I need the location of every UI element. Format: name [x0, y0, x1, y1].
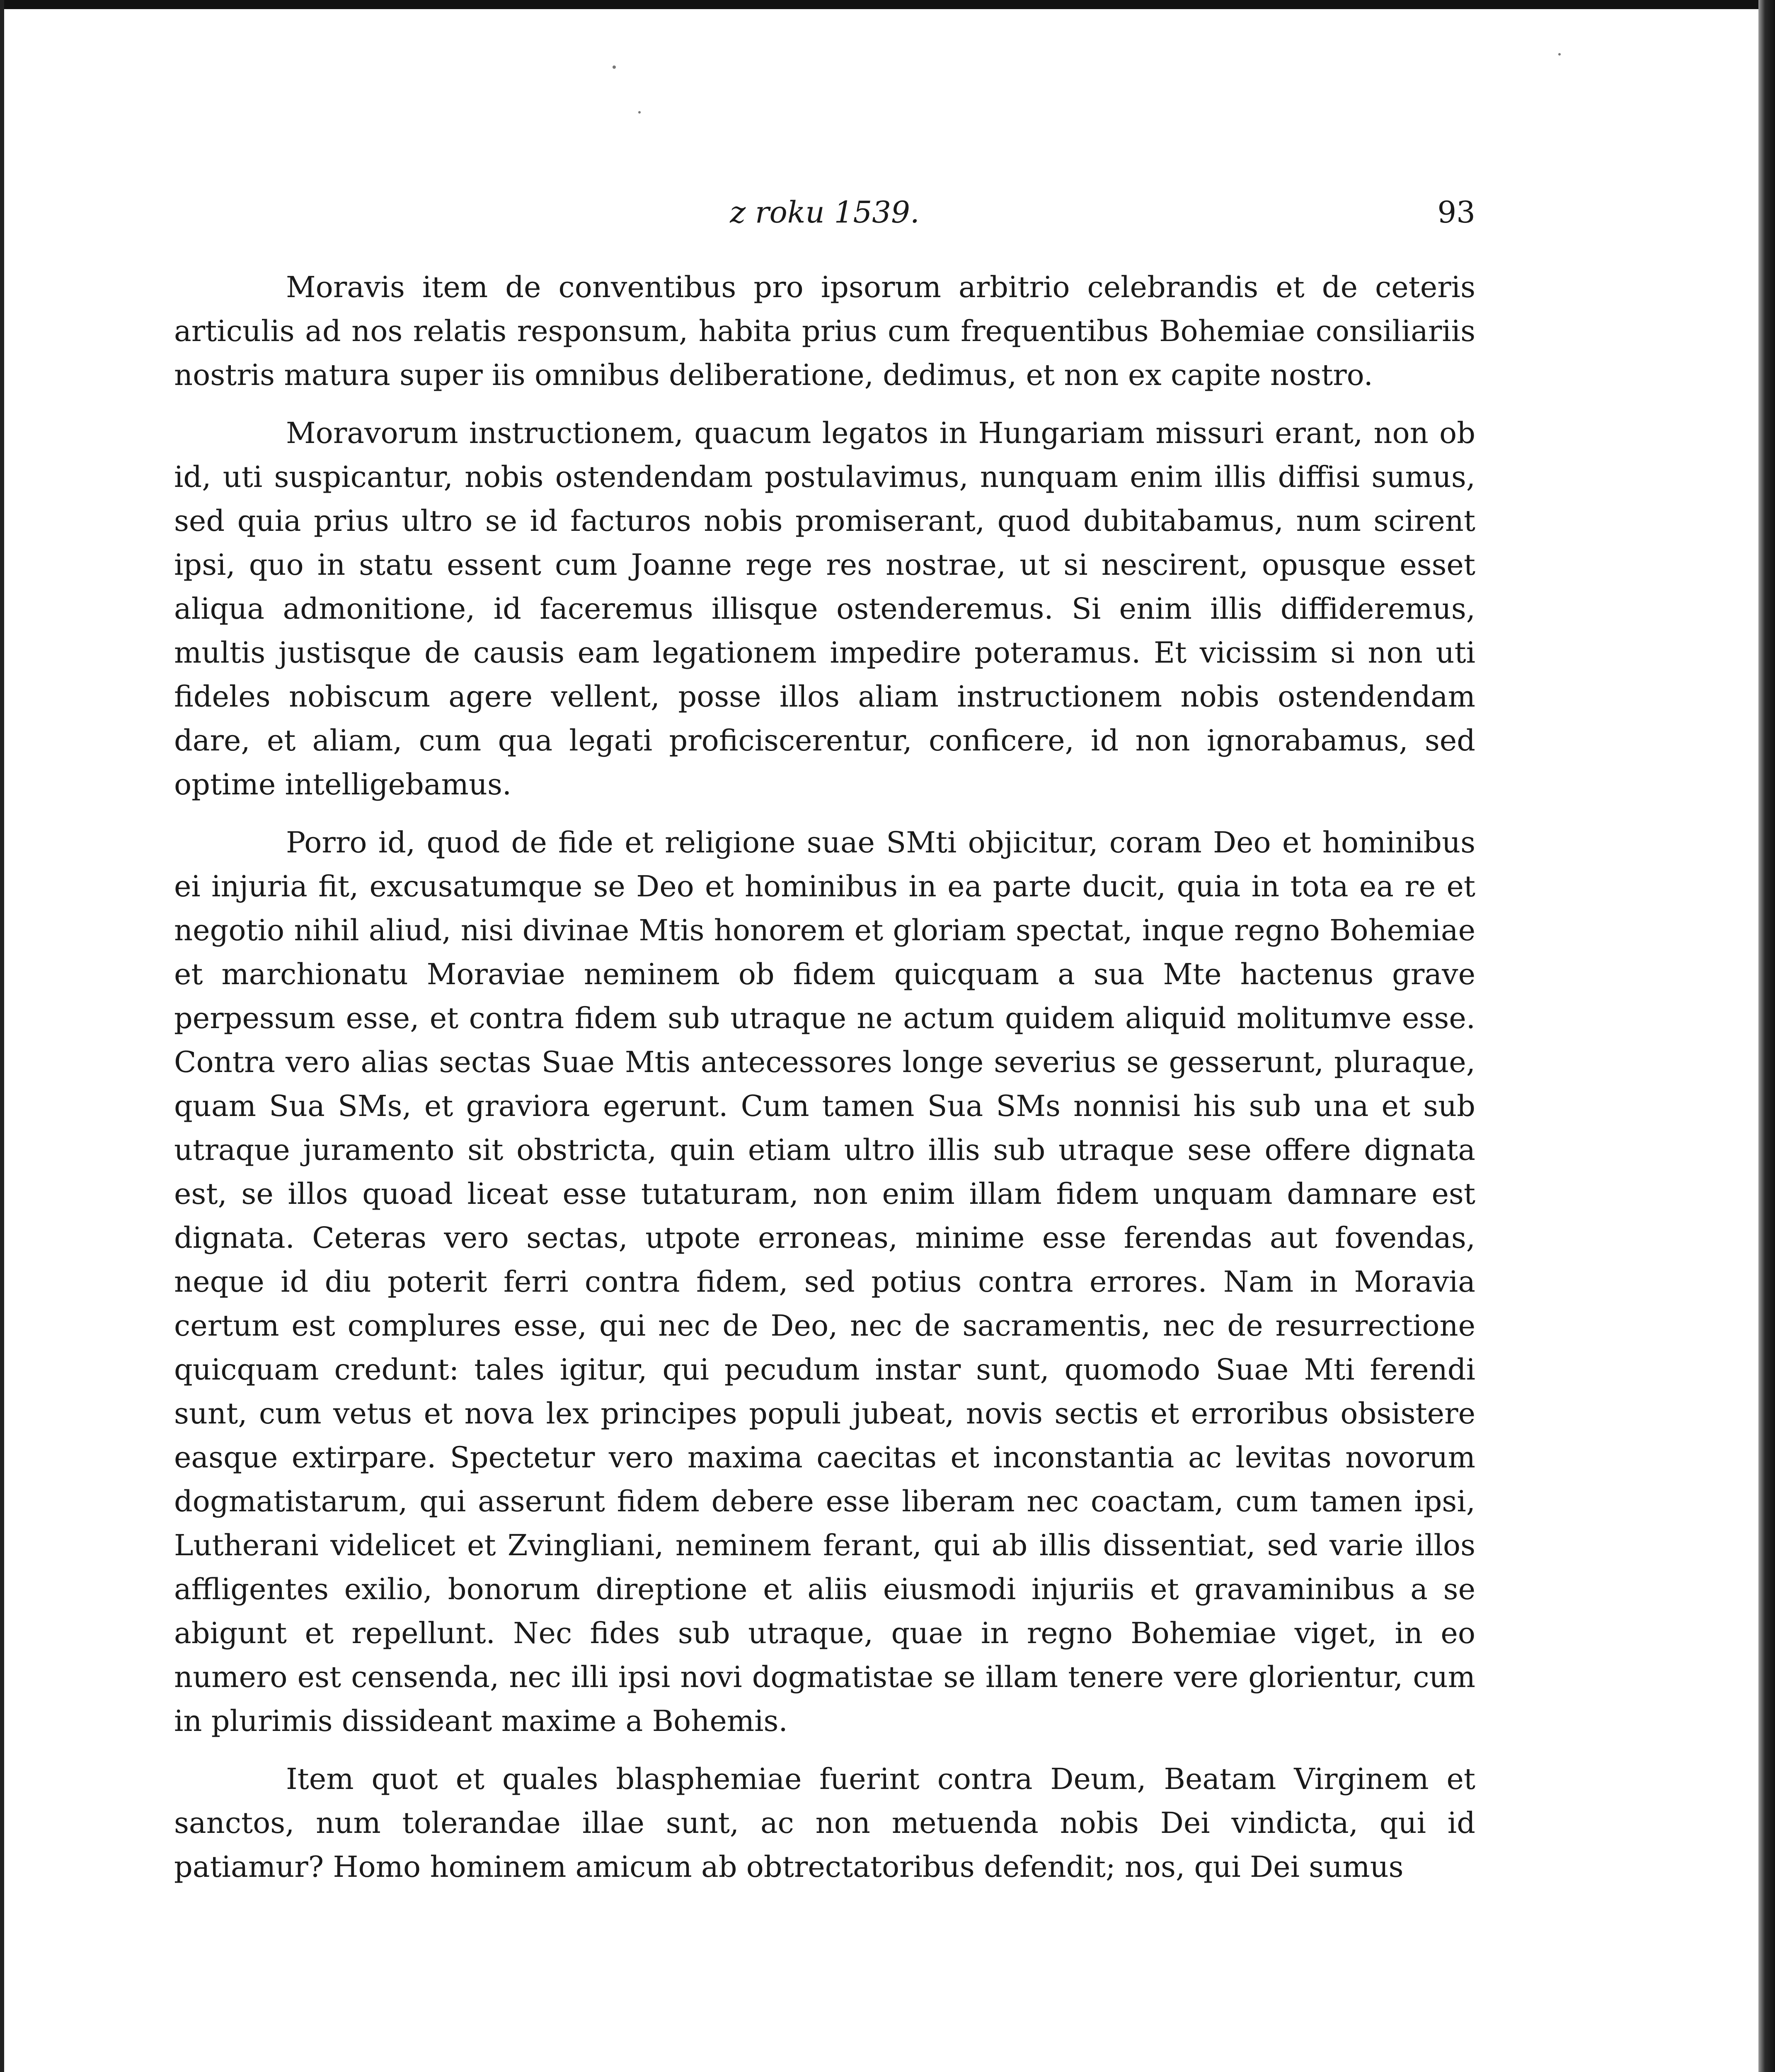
- paragraph: Item quot et quales blasphemiae fuerint contra Deum, Beatam Virginem et sanctos, num tolerandae illae sunt, ac non metuenda nobis Dei vindicta, qui id patiamur? Homo hominem amicum ab obtrectatoribus defendit; nos, qui Dei sumus: [174, 1762, 1475, 1884]
- scan-speck: [613, 65, 616, 69]
- running-title: z roku 1539.: [730, 195, 920, 230]
- paragraph: Moravorum instructionem, quacum legatos in Hungariam missuri erant, non ob id, uti suspicantur, nobis ostendendam postulavimus, nunquam enim illis diffisi sumus, sed quia prius ultro se id facturos nobis promiserant, quod dubitabamus, num scirent ipsi, quo in statu essent cum Joanne rege res nostrae, ut si nescirent, opusque esset aliqua admonitione, id faceremus illisque ostenderemus. Si enim illis diffideremus, multis justisque de causis eam legationem impedire poteramus. Et vicissim si non uti fideles nobiscum agere vellent, posse illos aliam instructionem nobis ostendendam dare, et aliam, cum qua legati proficiscerentur, conficere, id non ignorabamus, sed optime intelligebamus.: [174, 416, 1475, 801]
- scan-border-top: [0, 0, 1775, 9]
- scan-border-left: [0, 0, 4, 2072]
- scan-speck: [638, 111, 641, 114]
- page-number: 93: [1437, 195, 1475, 230]
- paragraph: Porro id, quod de fide et religione suae SMti objicitur, coram Deo et hominibus ei injuria fit, excusatumque se Deo et hominibus in ea parte ducit, quia in tota ea re et negotio nihil aliud, nisi divinae Mtis honorem et gloriam spectat, inque regno Bohemiae et marchionatu Moraviae neminem ob fidem quicquam a sua Mte hactenus grave perpessum esse, et contra fidem sub utraque ne actum quidem aliquid molitumve esse. Contra vero alias sectas Suae Mtis antecessores longe severius se gesserunt, pluraque, quam Sua SMs, et graviora egerunt. Cum tamen Sua SMs nonnisi his sub una et sub utraque juramento sit obstricta, quin etiam ultro illis sub utraque sese offere dignata est, se illos quoad liceat esse tutaturam, non enim illam fidem unquam damnare est dignata. Ceteras vero sectas, utpote erroneas, minime esse ferendas aut fovendas, neque id diu poterit ferri contra fidem, sed potius contra errores. Nam in Moravia certum est complures esse, qui nec de Deo, nec de sacramentis, nec de resurrectione quicquam credunt: tales igitur, qui pecudum instar sunt, quomodo Suae Mti ferendi sunt, cum vetus et nova lex principes populi jubeat, novis sectis et erroribus obsistere easque extirpare. Spectetur vero maxima caecitas et inconstantia ac levitas novorum dogmatistarum, qui asserunt fidem debere esse liberam nec coactam, cum tamen ipsi, Lutherani videlicet et Zvingliani, neminem ferant, qui ab illis dissentiat, sed varie illos affligentes exilio, bonorum direptione et aliis eiusmodi injuriis et gravaminibus a se abigunt et repellunt. Nec fides sub utraque, quae in regno Bohemiae viget, in eo numero est censenda, nec illi ipsi novi dogmatistae se illam tenere vere glorientur, cum in plurimis dissideant maxime a Bohemis.: [174, 825, 1475, 1738]
- paragraph: Moravis item de conventibus pro ipsorum arbitrio celebrandis et de ceteris articulis ad nos relatis responsum, habita prius cum frequentibus Bohemiae consiliariis nostris matura super iis omnibus deliberatione, dedimus, et non ex capite nostro.: [174, 270, 1475, 392]
- scan-border-right: [1758, 0, 1775, 2072]
- page-header: [174, 195, 1475, 240]
- scan-speck: [1558, 53, 1561, 56]
- body-text: [174, 265, 1475, 1903]
